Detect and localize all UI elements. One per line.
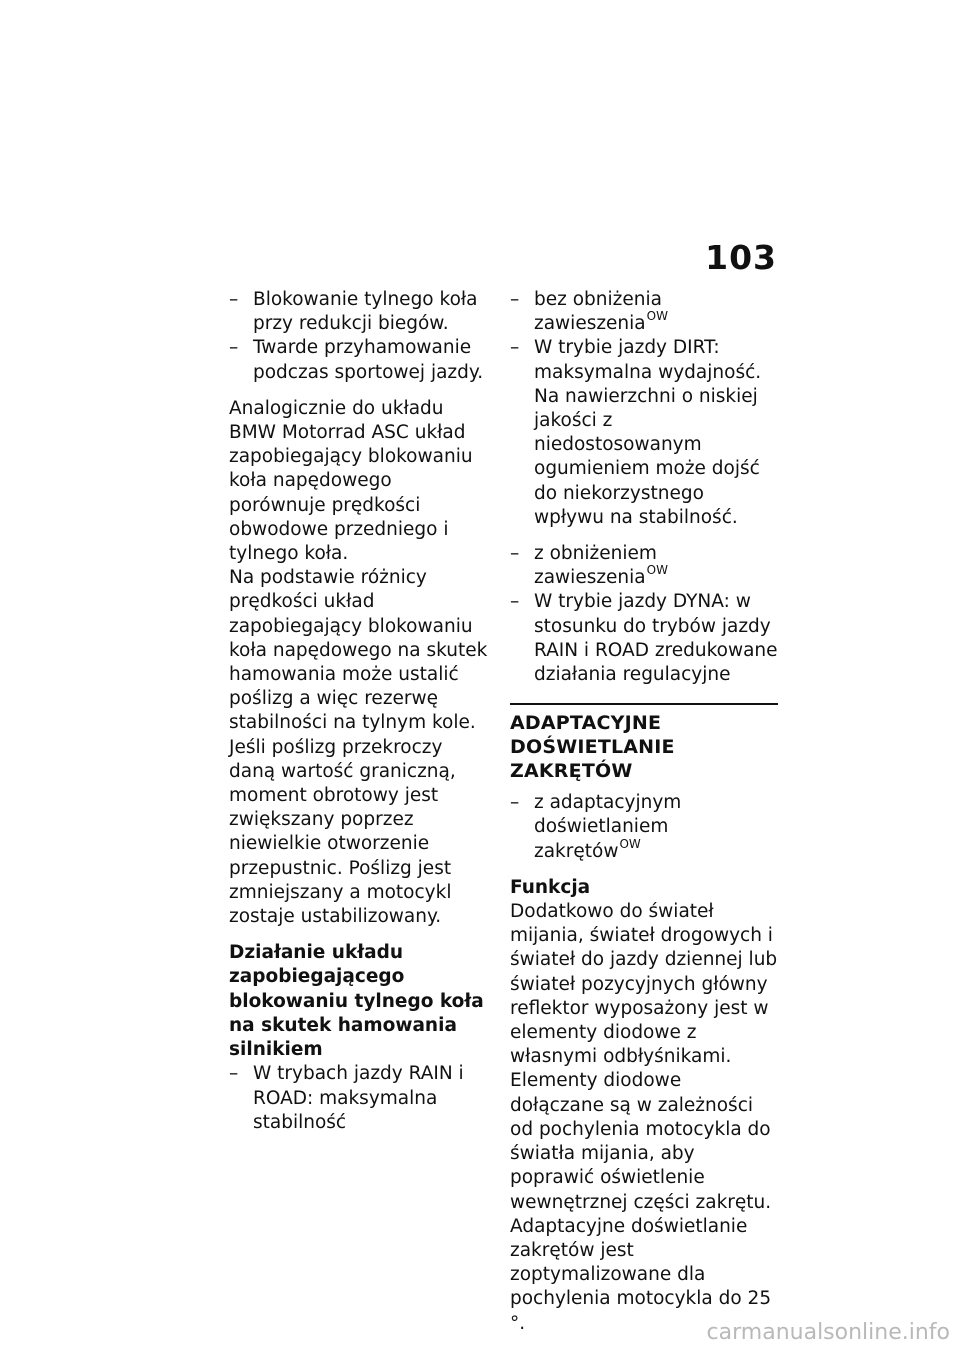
option-marker: OW <box>646 563 668 578</box>
paragraph: Analogicznie do układu BMW Motorrad ASC układ zapobiegający blokowaniu koła napędowego porównuje prędkości obwodowe przedniego i tylnego koła. <box>229 397 473 565</box>
list-item <box>229 336 491 384</box>
list-dash: – <box>510 591 520 613</box>
list-dash: – <box>510 543 520 565</box>
list-dash: – <box>229 1063 239 1085</box>
list-item-text: W trybie jazdy DYNA: w stosunku do trybów jazdy RAIN i ROAD zredukowane działania regulacyjne <box>534 591 778 686</box>
list-item <box>510 288 778 336</box>
option-marker: OW <box>646 309 668 324</box>
list-dash: – <box>510 792 520 814</box>
list-dash: – <box>510 289 520 310</box>
paragraph: Adaptacyjne doświetlanie zakrętów jest zoptymalizowane dla pochylenia motocykla do 25 °. <box>510 1215 772 1334</box>
list-item <box>510 590 778 687</box>
list-item-text: W trybie jazdy DIRT: maksymalna wydajność. Na nawierzchni o niskiej jakości z niedostosowanym ogumieniem może dojść do niekorzystnego wpływu na stabilność. <box>534 337 762 528</box>
section-title: ADAPTACYJNE DOŚWIETLANIE ZAKRĘTÓW <box>510 712 675 783</box>
list-item-text: z obniżeniem zawieszenia <box>534 543 657 589</box>
list-item <box>510 791 778 864</box>
section-header <box>510 703 778 783</box>
list-dash: – <box>229 289 239 310</box>
list-item <box>229 1062 491 1135</box>
list-dash: – <box>229 337 239 359</box>
list-item-text: bez obniżenia zawieszenia <box>534 289 662 335</box>
list-item <box>510 336 778 530</box>
option-marker: OW <box>619 836 641 851</box>
paragraph: Na podstawie różnicy prędkości układ zapobiegający blokowaniu koła napędowego na skutek hamowania może ustalić poślizg a więc rezerwę stabilności na tylnym kole. <box>229 567 488 734</box>
list-dash: – <box>510 337 520 359</box>
subheading: Działanie układu zapobiegającego blokowaniu tylnego koła na skutek hamowania silnikiem <box>229 942 484 1061</box>
list-item-text: Twarde przyhamowanie podczas sportowej jazdy. <box>253 337 484 383</box>
paragraph: Dodatkowo do świateł mijania, świateł drogowych i świateł do jazdy dziennej lub świateł pozycyjnych główny reflektor wyposażony jest w elementy diodowe z własnymi odbłyśnikami. Elementy diodowe dołączane są w zależności od pochylenia motocykla do światła mijania, aby poprawić oświetlenie wewnętrznej części zakrętu. <box>510 901 778 1213</box>
paragraph: Jeśli poślizg przekroczy daną wartość graniczną, moment obrotowy jest zwiększany poprzez niewielkie otworzenie przepustnic. Poślizg jest zmniejszany a motocykl zostaje ustabilizowany. <box>229 736 456 928</box>
left-column <box>229 288 491 1135</box>
list-item <box>510 542 778 590</box>
list-item-text: Blokowanie tylnego koła przy redukcji biegów. <box>253 289 478 335</box>
right-column <box>510 288 778 1336</box>
watermark: carmanualsonline.info <box>706 1320 950 1345</box>
list-item-text: W trybach jazdy RAIN i ROAD: maksymalna stabilność <box>253 1063 464 1133</box>
list-item <box>229 288 491 336</box>
page-number: 103 <box>705 238 777 277</box>
list-item-text: z adaptacyjnym doświetlaniem zakrętów <box>534 792 682 862</box>
subheading: Funkcja <box>510 876 591 898</box>
